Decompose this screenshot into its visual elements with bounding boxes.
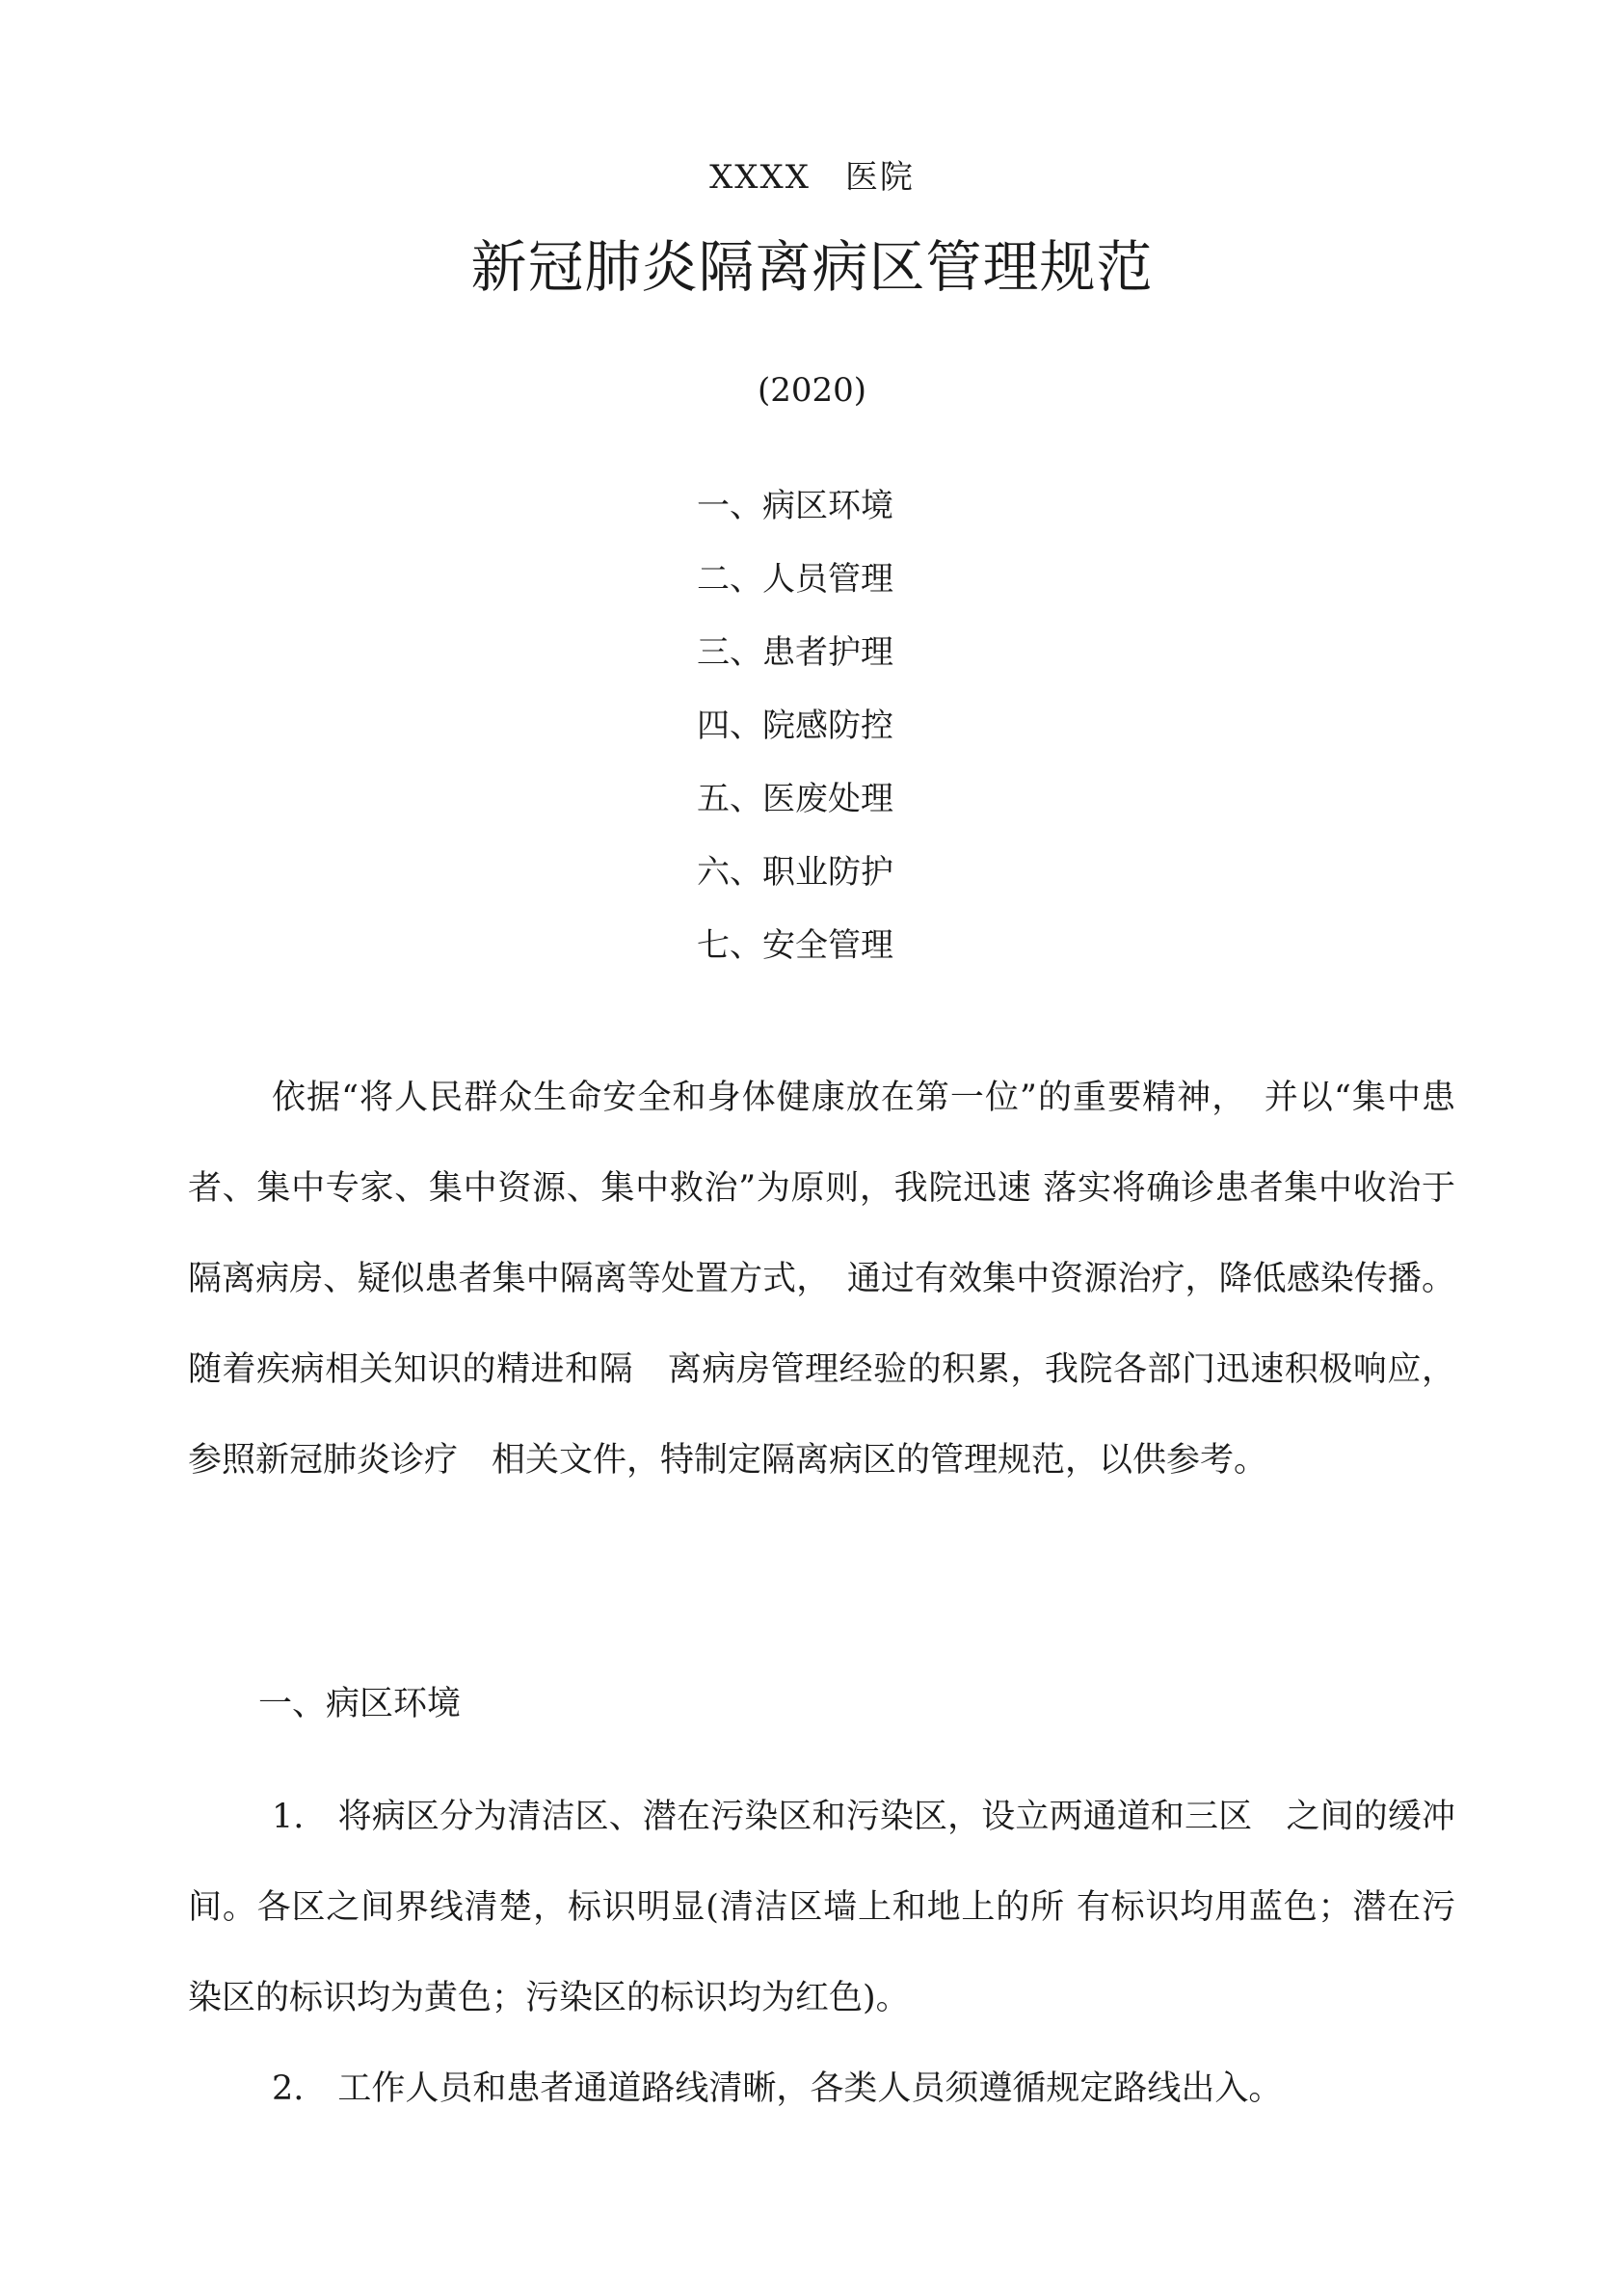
document-year: (2020) bbox=[757, 371, 867, 410]
toc-item: 二、人员管理 bbox=[697, 560, 893, 599]
toc-item: 一、病区环境 bbox=[697, 487, 893, 525]
section-heading: 一、病区环境 bbox=[258, 1685, 462, 1723]
section-item: 2. 工作人员和患者通道路线清晰，各类人员须遵循规定路线出入。 bbox=[272, 2069, 1283, 2108]
toc-item: 六、职业防护 bbox=[697, 853, 893, 892]
intro-paragraph: 依据“将人民群众生命安全和身体健康放在第一位”的重要精神， 并以“集中患者、集中专家、集中资源、集中救治”为原则，我院迅速 落实将确诊患者集中收治于隔离病房、疑似患者集中隔离等处置方式， 通过有效集中资源治疗，降低感染传播。随着疾病相关知识的精进和隔 离病房管理经验的积累，我院各部门迅速积极响应，参照新冠肺炎诊疗 相关文件，特制定隔离病区的管理规范，以供参考。 bbox=[188, 1079, 1455, 1480]
table-of-contents bbox=[697, 485, 893, 998]
document-title: 新冠肺炎隔离病区管理规范 bbox=[470, 234, 1154, 300]
toc-item: 四、院感防控 bbox=[697, 707, 893, 745]
section-item: 1. 将病区分为清洁区、潜在污染区和污染区，设立两通道和三区 之间的缓冲间。各区之间界线清楚，标识明显(清洁区墙上和地上的所 有标识均用蓝色；潜在污染区的标识均为黄色；污染区的标识均为红色)。 bbox=[188, 1798, 1455, 2017]
toc-item: 五、医废处理 bbox=[697, 780, 893, 818]
hospital-name: XXXX 医院 bbox=[709, 158, 915, 197]
toc-item: 七、安全管理 bbox=[697, 926, 893, 965]
toc-item: 三、患者护理 bbox=[697, 633, 893, 672]
